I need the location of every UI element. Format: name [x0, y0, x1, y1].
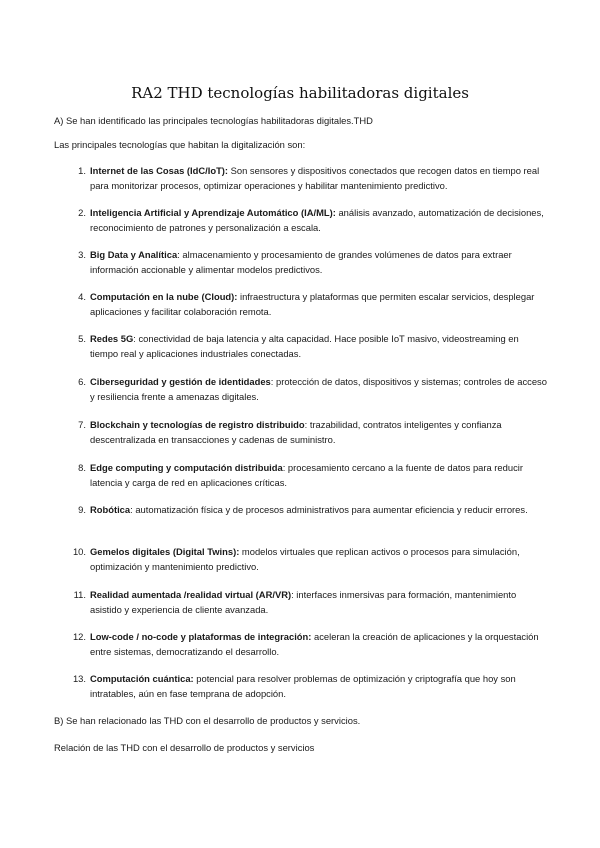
list-item-term: Inteligencia Artificial y Aprendizaje Automático (IA/ML):	[90, 207, 336, 218]
list-item-number: 1.	[78, 165, 86, 176]
list-item-number: 4.	[78, 291, 86, 302]
list-item-number: 8.	[78, 462, 86, 473]
list-item-text: potencial para resolver problemas de optimización y criptografía que hoy son intratables, aún en fase temprana de adopción.	[90, 673, 516, 699]
list-item	[72, 544, 548, 574]
list-item-number: 9.	[78, 504, 86, 515]
list-item	[72, 247, 548, 277]
list-item-text: análisis avanzado, automatización de decisiones, reconocimiento de patrones y personalización a escala.	[90, 207, 544, 233]
list-item	[72, 587, 548, 617]
list-item	[72, 289, 548, 319]
section-b-heading: B) Se han relacionado las THD con el desarrollo de productos y servicios.	[54, 715, 361, 726]
list-item-term: Robótica	[90, 504, 131, 515]
relation-paragraph: Relación de las THD con el desarrollo de productos y servicios	[54, 742, 315, 753]
list-item-number: 3.	[78, 249, 86, 260]
list-item-text: Son sensores y dispositivos conectados que recogen datos en tiempo real para monitorizar procesos, optimizar operaciones y habilitar mantenimiento predictivo.	[90, 165, 540, 191]
list-item-text: : protección de datos, dispositivos y sistemas; controles de acceso y resiliencia frente a amenazas digitales.	[90, 376, 547, 402]
list-item	[72, 374, 548, 404]
list-item-text: : procesamiento cercano a la fuente de datos para reducir latencia y carga de red en aplicaciones críticas.	[90, 462, 523, 488]
list-item	[72, 671, 548, 701]
list-item	[72, 417, 548, 447]
list-item-text: aceleran la creación de aplicaciones y la orquestación entre sistemas, democratizando el desarrollo.	[90, 631, 539, 657]
list-item-term: Big Data y Analítica	[90, 249, 178, 260]
list-item-number: 10.	[72, 546, 86, 557]
list-item-text: : automatización física y de procesos administrativos para aumentar eficiencia y reducir errores.	[130, 504, 528, 515]
list-item-term: Ciberseguridad y gestión de identidades	[90, 376, 271, 387]
list-item-number: 7.	[78, 419, 86, 430]
list-item	[72, 205, 548, 235]
list-item-number: 5.	[78, 333, 86, 344]
list-item-text: modelos virtuales que replican activos o procesos para simulación, optimización y mantenimiento predictivo.	[90, 546, 520, 572]
list-item	[72, 163, 548, 193]
list-item-text: : interfaces inmersivas para formación, mantenimiento asistido y experiencia de cliente avanzada.	[90, 589, 517, 615]
list-item-term: Internet de las Cosas (IdC/IoT):	[90, 165, 229, 176]
list-item	[72, 331, 548, 361]
list-item-term: Gemelos digitales (Digital Twins):	[90, 546, 240, 557]
list-item-term: Computación en la nube (Cloud):	[90, 291, 238, 302]
list-item	[72, 502, 548, 517]
list-item-text: : almacenamiento y procesamiento de grandes volúmenes de datos para extraer información accionable y alimentar modelos predictivos.	[90, 249, 512, 275]
list-item-text: infraestructura y plataformas que permiten escalar servicios, desplegar aplicaciones y facilitar colaboración remota.	[90, 291, 535, 317]
list-item-text: : trazabilidad, contratos inteligentes y confianza descentralizada en transacciones y cadenas de suministro.	[90, 419, 502, 445]
page-title: RA2 THD tecnologías habilitadoras digitales	[131, 84, 469, 102]
list-item-term: Low-code / no-code y plataformas de integración:	[90, 631, 312, 642]
list-item-number: 13.	[72, 673, 86, 684]
list-item-term: Redes 5G	[90, 333, 134, 344]
list-item-term: Blockchain y tecnologías de registro distribuido	[90, 419, 305, 430]
list-item	[72, 460, 548, 490]
list-item	[72, 629, 548, 659]
list-item-number: 12.	[72, 631, 86, 642]
list-item-term: Realidad aumentada /realidad virtual (AR/VR)	[90, 589, 292, 600]
list-item-text: : conectividad de baja latencia y alta capacidad. Hace posible IoT masivo, videostreaming en tiempo real y aplicaciones industriales conectadas.	[90, 333, 519, 359]
list-item-term: Edge computing y computación distribuida	[90, 462, 283, 473]
list-item-number: 2.	[78, 207, 86, 218]
list-item-term: Computación cuántica:	[90, 673, 194, 684]
intro-paragraph: Las principales tecnologías que habitan la digitalización son:	[54, 139, 306, 150]
list-item-number: 6.	[78, 376, 86, 387]
section-a-heading: A) Se han identificado las principales tecnologías habilitadoras digitales.THD	[54, 115, 373, 126]
list-item-number: 11.	[73, 589, 86, 600]
